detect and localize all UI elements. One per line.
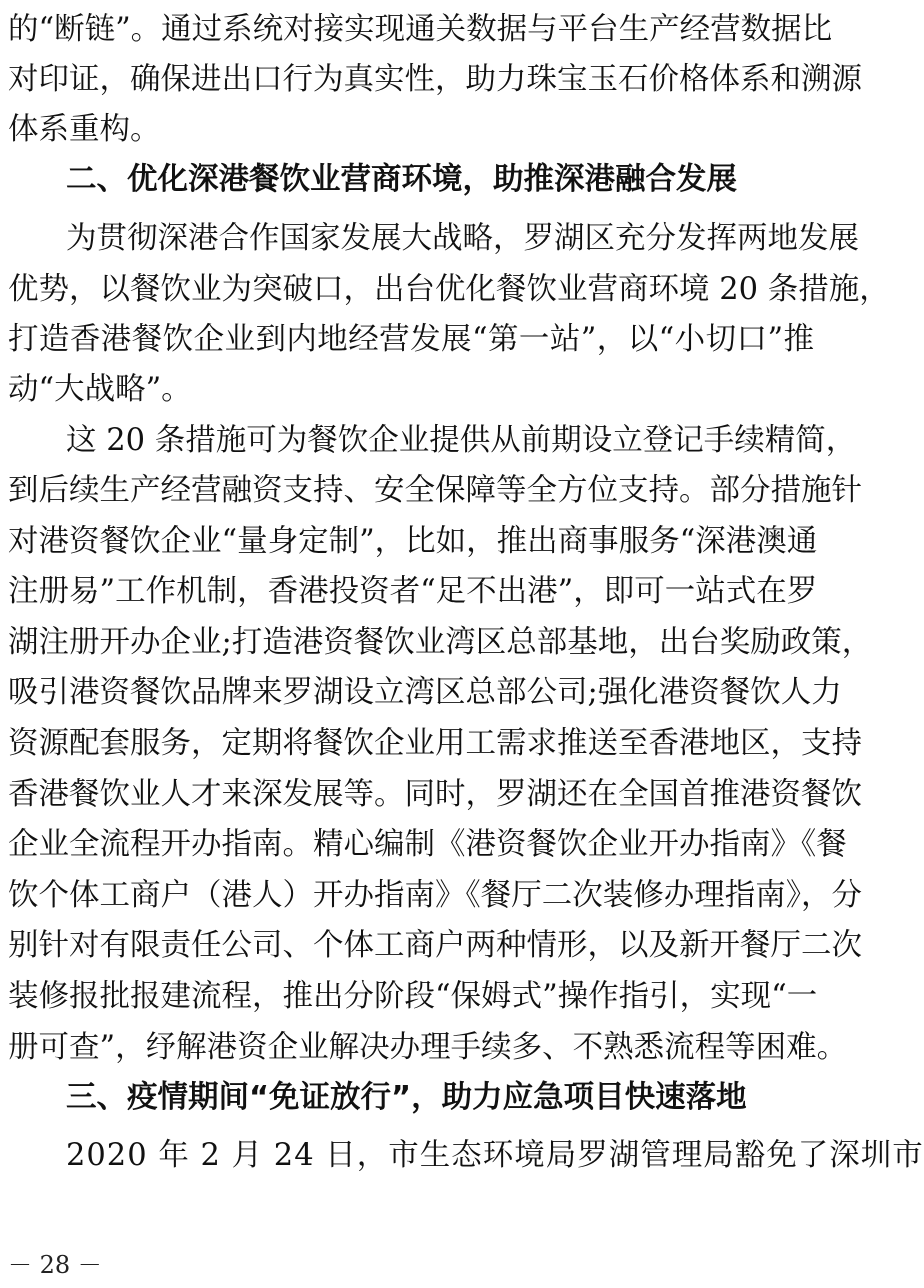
paragraph2-line-4: 注册易”工作机制，香港投资者“足不出港”，即可一站式在罗 [8, 574, 818, 609]
paragraph-cont-line-3: 体系重构。 [8, 112, 161, 147]
paragraph2-line-3: 对港资餐饮企业“量身定制”，比如，推出商事服务“深港澳通 [8, 524, 818, 559]
paragraph2-line-8: 香港餐饮业人才来深发展等。同时，罗湖还在全国首推港资餐饮 [8, 777, 862, 812]
paragraph2-line-12: 装修报批报建流程，推出分阶段“保姆式”操作指引，实现“一 [8, 979, 818, 1014]
section-heading-3: 三、疫情期间“免证放行”，助力应急项目快速落地 [66, 1080, 747, 1115]
paragraph3-line-1: 2020 年 2 月 24 日，市生态环境局罗湖管理局豁免了深圳市 [66, 1138, 924, 1173]
section-heading-2: 二、优化深港餐饮业营商环境，助推深港融合发展 [66, 162, 737, 197]
paragraph2-line-11: 别针对有限责任公司、个体工商户两种情形，以及新开餐厅二次 [8, 928, 862, 963]
paragraph2-line-10: 饮个体工商户（港人）开办指南》《餐厅二次装修办理指南》，分 [8, 878, 862, 913]
paragraph2-line-6: 吸引港资餐饮品牌来罗湖设立湾区总部公司;强化港资餐饮人力 [8, 675, 842, 710]
paragraph2-line-5: 湖注册开办企业;打造港资餐饮业湾区总部基地，出台奖励政策， [8, 625, 873, 660]
paragraph2-line-7: 资源配套服务，定期将餐饮企业用工需求推送至香港地区，支持 [8, 726, 862, 761]
paragraph1-line-4: 动“大战略”。 [8, 372, 192, 407]
paragraph1-line-1: 为贯彻深港合作国家发展大战略，罗湖区充分发挥两地发展 [66, 221, 859, 256]
paragraph2-line-1: 这 20 条措施可为餐饮企业提供从前期设立登记手续精简， [66, 423, 857, 458]
paragraph-cont-line-2: 对印证，确保进出口行为真实性，助力珠宝玉石价格体系和溯源 [8, 62, 862, 97]
paragraph2-line-2: 到后续生产经营融资支持、安全保障等全方位支持。部分措施针 [8, 473, 862, 508]
paragraph1-line-3: 打造香港餐饮企业到内地经营发展“第一站”，以“小切口”推 [8, 322, 814, 357]
page-number: － 28 － [8, 1251, 102, 1279]
paragraph2-line-9: 企业全流程开办指南。精心编制《港资餐饮企业开办指南》《餐 [8, 827, 847, 862]
paragraph1-line-2: 优势，以餐饮业为突破口，出台优化餐饮业营商环境 20 条措施， [8, 272, 890, 307]
paragraph-cont-line-1: 的“断链”。通过系统对接实现通关数据与平台生产经营数据比 [8, 12, 833, 47]
paragraph2-line-13: 册可查”，纾解港资企业解决办理手续多、不熟悉流程等困难。 [8, 1030, 848, 1065]
